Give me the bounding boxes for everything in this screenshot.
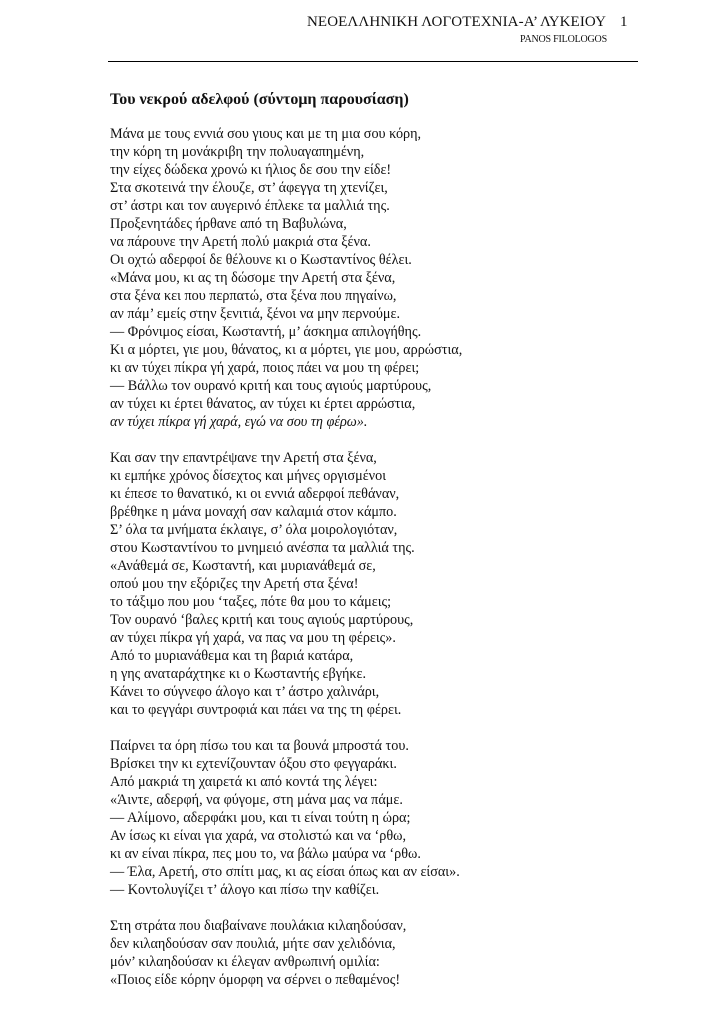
poem-line: και το φεγγάρι συντροφιά και πάει να της τη φέρει. bbox=[110, 702, 402, 718]
poem-line: δεν κιλαηδούσαν σαν πουλιά, μήτε σαν χελιδόνια, bbox=[110, 936, 396, 952]
poem-line: στου Κωσταντίνου το μνημειό ανέσπα τα μαλλιά της. bbox=[110, 540, 415, 556]
poem-line: Αν ίσως κι είναι για χαρά, να στολιστώ και να ‘ρθω, bbox=[110, 828, 407, 844]
poem-line: — Αλίμονο, αδερφάκι μου, και τι είναι τούτη η ώρα; bbox=[110, 810, 411, 826]
poem-line: η γης αναταράχτηκε κι ο Κωσταντής εβγήκε. bbox=[110, 666, 367, 682]
poem-line: — Έλα, Αρετή, στο σπίτι μας, κι ας είσαι όπως και αν είσαι». bbox=[110, 864, 460, 880]
poem-line: Προξενητάδες ήρθανε από τη Βαβυλώνα, bbox=[110, 216, 347, 232]
poem-line: κι έπεσε το θανατικό, κι οι εννιά αδερφοί πεθάναν, bbox=[110, 486, 400, 502]
poem-line: κι εμπήκε χρόνος δίσεχτος και μήνες οργισμένοι bbox=[110, 468, 387, 484]
poem-line: «Ποιος είδε κόρην όμορφη να σέρνει ο πεθαμένος! bbox=[110, 972, 401, 988]
poem-line: βρέθηκε η μάνα μοναχή σαν καλαμιά στον κάμπο. bbox=[110, 504, 397, 520]
poem-line: — Φρόνιμος είσαι, Κωσταντή, μ’ άσκημα απιλογήθης. bbox=[110, 324, 422, 340]
poem-line: οπού μου την εξόριζες την Αρετή στα ξένα! bbox=[110, 576, 359, 592]
stanza bbox=[110, 917, 710, 989]
page-number: 1 bbox=[620, 14, 628, 30]
poem-line: Και σαν την επαντρέψανε την Αρετή στα ξένα, bbox=[110, 450, 377, 466]
poem-line: Από το μυριανάθεμα και τη βαριά κατάρα, bbox=[110, 648, 354, 664]
poem-line: κι αν είναι πίκρα, πες μου το, να βάλω μαύρα να ‘ρθω. bbox=[110, 846, 421, 862]
poem-line: — Βάλλω τον ουρανό κριτή και τους αγιούς μαρτύρους, bbox=[110, 378, 432, 394]
stanza bbox=[110, 449, 710, 719]
document-title: Του νεκρού αδελφού (σύντομη παρουσίαση) bbox=[110, 91, 409, 108]
poem-line: Από μακριά τη χαιρετά κι από κοντά της λέγει: bbox=[110, 774, 378, 790]
poem-line: Μάνα με τους εννιά σου γιους και με τη μια σου κόρη, bbox=[110, 126, 422, 142]
poem-line: στα ξένα κει που περπατώ, στα ξένα που πηγαίνω, bbox=[110, 288, 397, 304]
poem-line: «Ανάθεμά σε, Κωσταντή, και μυριανάθεμά σε, bbox=[110, 558, 376, 574]
stanza bbox=[110, 125, 710, 431]
poem-line: Τον ουρανό ‘βαλες κριτή και τους αγιούς μαρτύρους, bbox=[110, 612, 414, 628]
poem-line: αν τύχει πίκρα γή χαρά, εγώ να σου τη φέρω». bbox=[110, 414, 368, 430]
poem-line: Σ’ όλα τα μνήματα έκλαιγε, σ’ όλα μοιρολογιόταν, bbox=[110, 522, 398, 538]
poem-line: αν τύχει κι έρτει θάνατος, αν τύχει κι έρτει αρρώστια, bbox=[110, 396, 416, 412]
poem-line: στ’ άστρι και τον αυγερινό έπλεκε τα μαλλιά της. bbox=[110, 198, 390, 214]
poem-line: — Κοντολυγίζει τ’ άλογο και πίσω την καθίζει. bbox=[110, 882, 380, 898]
poem-line: Οι οχτώ αδερφοί δε θέλουνε κι ο Κωσταντίνος θέλει. bbox=[110, 252, 412, 268]
page-header bbox=[0, 14, 728, 64]
poem-line: Κι α μόρτει, γιε μου, θάνατος, κι α μόρτει, γιε μου, αρρώστια, bbox=[110, 342, 463, 358]
header-subtitle: PANOS FILOLOGOS bbox=[520, 34, 607, 45]
poem-line: κι αν τύχει πίκρα γή χαρά, ποιος πάει να μου τη φέρει; bbox=[110, 360, 420, 376]
poem-line: την κόρη τη μονάκριβη την πολυαγαπημένη, bbox=[110, 144, 365, 160]
poem-line: Παίρνει τα όρη πίσω του και τα βουνά μπροστά του. bbox=[110, 738, 409, 754]
header-divider bbox=[108, 61, 638, 62]
poem-line: Βρίσκει την κι εχτενίζουνταν όξου στο φεγγαράκι. bbox=[110, 756, 397, 772]
poem-line: μόν’ κιλαηδούσαν κι έλεγαν ανθρωπινή ομιλία: bbox=[110, 954, 380, 970]
poem-line: Κάνει το σύγνεφο άλογο και τ’ άστρο χαλινάρι, bbox=[110, 684, 380, 700]
header-title: ΝΕΟΕΛΛΗΝΙΚΗ ΛΟΓΟΤΕΧΝΙΑ-Α’ ΛΥΚΕΙΟΥ bbox=[307, 14, 607, 30]
poem-line: «Άιντε, αδερφή, να φύγομε, στη μάνα μας να πάμε. bbox=[110, 792, 403, 808]
poem-line: να πάρουνε την Αρετή πολύ μακριά στα ξένα. bbox=[110, 234, 371, 250]
poem-line: την είχες δώδεκα χρονώ κι ήλιος δε σου την είδε! bbox=[110, 162, 392, 178]
poem-line: το τάξιμο που μου ‘ταξες, πότε θα μου το κάμεις; bbox=[110, 594, 392, 610]
poem-line: «Μάνα μου, κι ας τη δώσομε την Αρετή στα ξένα, bbox=[110, 270, 396, 286]
poem-line: Στα σκοτεινά την έλουζε, στ’ άφεγγα τη χτενίζει, bbox=[110, 180, 388, 196]
poem-line: Στη στράτα που διαβαίνανε πουλάκια κιλαηδούσαν, bbox=[110, 918, 407, 934]
poem-line: αν τύχει πίκρα γή χαρά, να πας να μου τη φέρεις». bbox=[110, 630, 396, 646]
poem-body bbox=[110, 125, 710, 1007]
poem-line: αν πάμ’ εμείς στην ξενιτιά, ξένοι να μην περνούμε. bbox=[110, 306, 400, 322]
stanza bbox=[110, 737, 710, 899]
